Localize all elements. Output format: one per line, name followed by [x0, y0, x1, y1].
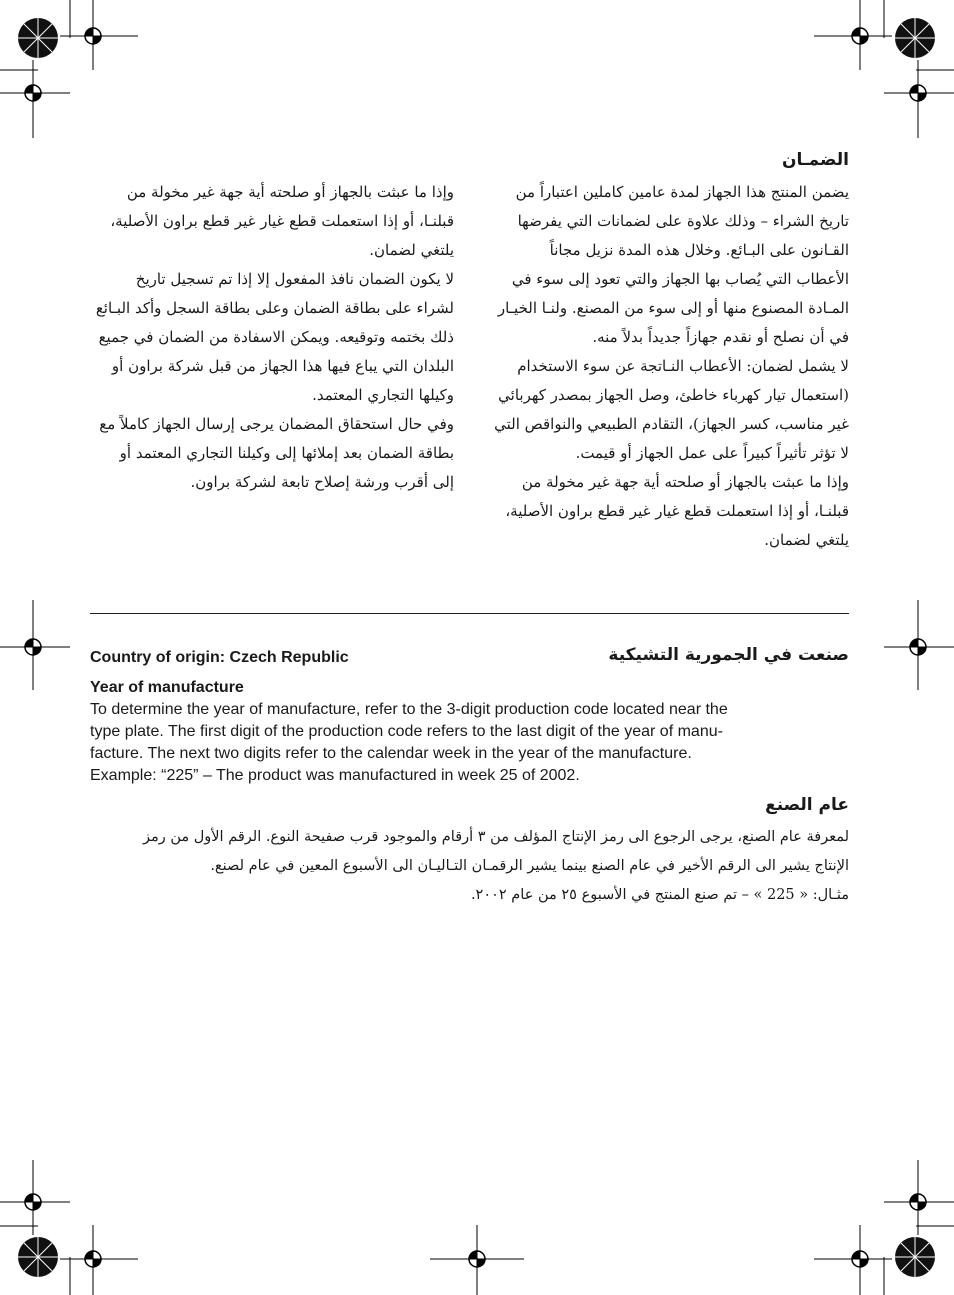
year-line: type plate. The first digit of the production code refers to the last digit of the year of manu- — [90, 723, 723, 740]
warranty-paragraph: وإذا ما عبثت بالجهاز أو صلحته أية جهة غير مخولة من قبلنـا، أو إذا استعملت قطع غيار غير قطع براون الأصلية، يلتغي لضمان. — [505, 473, 849, 549]
year-line-arabic: الإنتاج يشير الى الرقم الأخير في عام الصنع بينما يشير الرقمـان التـاليـان الى الأسبوع المعين في عام لصنع. — [210, 858, 849, 874]
year-line-arabic: مثـال: « 225 » – تم صنع المنتج في الأسبوع ٢٥ من عام ٢٠٠٢. — [470, 887, 849, 903]
country-of-origin: Country of origin: Czech Republic — [90, 649, 349, 666]
year-body-arabic — [118, 823, 849, 910]
warranty-paragraph: لا يشمل لضمان: الأعطاب النـاتجة عن سوء الاستخدام (استعمال تيار كهرباء خاطئ، وصل الجهاز بمصدر كهربائي غير مناسب، كسر الجهاز)، التقادم الطبيعي والنواقص التي لا تؤثر تأثيراً كبيراً على عمل الجهاز أو قيمت. — [494, 357, 849, 462]
country-of-origin-arabic: صنعت في الجمورية التشيكية — [608, 645, 849, 665]
warranty-paragraph: وفي حال استحقاق المضمان يرجى إرسال الجهاز كاملاً مع بطاقة الضمان بعد إملائها إلى وكيلنا التجاري المعتمد أو إلى أقرب ورشة إصلاح تابعة لشركة براون. — [99, 415, 454, 491]
year-heading-arabic: عام الصنع — [765, 795, 849, 815]
warranty-left-column — [94, 178, 454, 497]
year-line-arabic: لمعرفة عام الصنع، يرجى الرجوع الى رمز الإنتاج المؤلف من ٣ أرقام والموجود قرب صفيحة النوع. الرقم الأول من رمز — [142, 829, 849, 845]
warranty-paragraph: وإذا ما عبثت بالجهاز أو صلحته أية جهة غير مخولة من قبلنـا، أو إذا استعملت قطع غيار غير قطع براون الأصلية، يلتغي لضمان. — [110, 183, 454, 259]
year-line: facture. The next two digits refer to the calendar week in the year of the manufacture. — [90, 745, 692, 762]
warranty-paragraph: يضمن المنتج هذا الجهاز لمدة عامين كاملين اعتباراً من تاريخ الشراء – وذلك علاوة على لضمانات التي يفرضها القـانون على البـائع. وخلال هذه المدة نزيل مجاناً الأعطاب التي يُصاب بها الجهاز والتي تعود إلى سوء في المـادة المصنوع منها أو إلى سوء من المصنع. ولنـا الخيـار في أن نصلح أو نقدم جهازاً جديداً بدلاً منه. — [497, 183, 849, 346]
year-heading: Year of manufacture — [90, 679, 244, 696]
warranty-paragraph: لا يكون الضمان نافذ المفعول إلا إذا تم تسجيل تاريخ لشراء على بطاقة الضمان وعلى بطاقة السجل وأكد البـائع ذلك بختمه وتوقيعه. ويمكن الاسفادة من الضمان في جميع البلدان التي يباع فيها هذا الجهاز من قبل شركة براون أو وكيلها التجاري المعتمد. — [95, 270, 454, 404]
year-line: To determine the year of manufacture, refer to the 3-digit production code located near the — [90, 701, 728, 718]
year-line: Example: “225” – The product was manufactured in week 25 of 2002. — [90, 767, 580, 784]
year-body — [90, 699, 830, 787]
warranty-heading: الضمـان — [781, 150, 849, 170]
section-divider — [90, 613, 849, 614]
warranty-right-column — [494, 178, 849, 555]
